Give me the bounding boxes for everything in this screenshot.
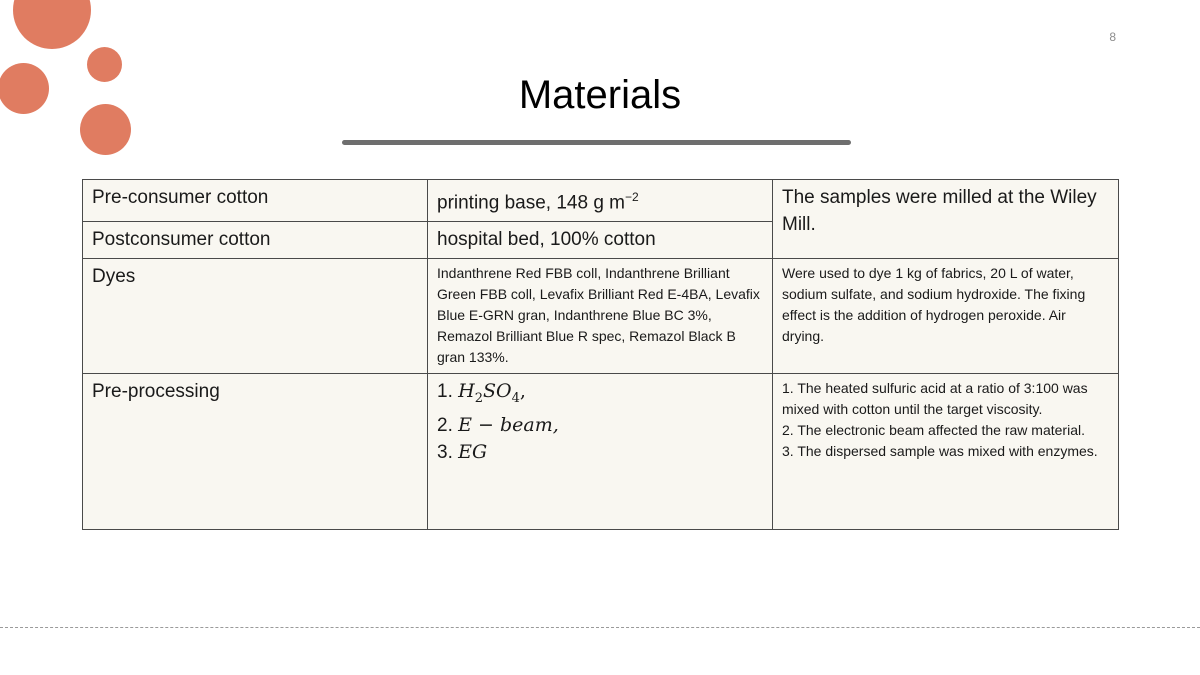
- decorative-circle: [0, 63, 49, 114]
- steps-cell: [773, 374, 1119, 530]
- material-cell: Postconsumer cotton: [83, 222, 428, 259]
- decorative-circle: [80, 104, 131, 155]
- table-row: [83, 180, 1119, 222]
- decorative-circle: [87, 47, 122, 82]
- description-cell: Indanthrene Red FBB coll, Indanthrene Brilliant Green FBB coll, Levafix Brilliant Red E-4BA, Levafix Blue E-GRN gran, Indanthrene Blue BC 3%, Remazol Brilliant Blue R spec, Remazol Black B gran 133%.: [428, 259, 773, 374]
- page-number: 8: [1109, 30, 1116, 44]
- table-row: [83, 374, 1119, 530]
- table-row: [83, 259, 1119, 374]
- unit-exponent: −2: [625, 190, 639, 204]
- materials-table: [82, 179, 1119, 530]
- description-text: printing base, 148 g m: [437, 192, 626, 214]
- material-cell: Dyes: [83, 259, 428, 374]
- footer-divider: [0, 627, 1200, 628]
- title-underline: [342, 140, 851, 145]
- step-text: 1. The heated sulfuric acid at a ratio of 3:100 was mixed with cotton until the target viscosity.: [782, 380, 1088, 418]
- formula-item: 3. EG: [437, 441, 488, 464]
- formula-item: 1. $H_2SO_4$,: [437, 380, 526, 407]
- note-cell: Were used to dye 1 kg of fabrics, 20 L of water, sodium sulfate, and sodium hydroxide. The fixing effect is the addition of hydrogen peroxide. Air drying.: [773, 259, 1119, 374]
- decorative-circle: [13, 0, 91, 49]
- formula-cell: [428, 374, 773, 530]
- formula-item: 2. E − beam,: [437, 414, 559, 437]
- description-cell: hospital bed, 100% cotton: [428, 222, 773, 259]
- slide-title: Materials: [518, 73, 682, 117]
- step-text: 3. The dispersed sample was mixed with enzymes.: [782, 443, 1098, 460]
- material-cell: Pre-consumer cotton: [83, 180, 428, 222]
- step-text: 2. The electronic beam affected the raw material.: [782, 422, 1085, 439]
- material-cell: Pre-processing: [83, 374, 428, 530]
- description-cell: [428, 180, 773, 222]
- note-cell: The samples were milled at the Wiley Mill.: [773, 180, 1119, 259]
